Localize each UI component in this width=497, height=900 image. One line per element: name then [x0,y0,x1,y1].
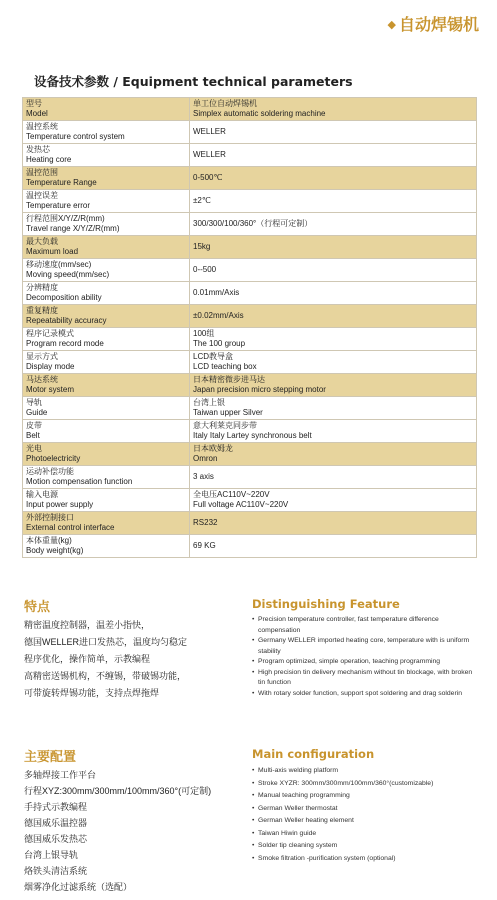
feature-cn-item: 程序优化，操作简单，示教编程 [24,654,151,664]
spec-key-cn: 温控系统 [26,122,58,131]
spec-key [23,512,190,535]
spec-value [190,213,477,236]
spec-value-main: 0--500 [193,265,217,274]
spec-value-main: 台湾上银 [193,398,225,407]
spec-key [23,443,190,466]
spec-key-cn: 发热芯 [26,145,50,154]
spec-value [190,397,477,420]
spec-value-sub: Full voltage AC110V~220V [193,500,289,509]
spec-value [190,98,477,121]
spec-key-cn: 分辨精度 [26,283,58,292]
spec-key [23,305,190,328]
spec-key [23,167,190,190]
spec-value [190,420,477,443]
spec-key [23,535,190,558]
spec-value-sub: Taiwan upper Silver [193,408,263,417]
spec-value-main: 69 KG [193,541,216,550]
spec-key [23,466,190,489]
spec-value-main: 0-500℃ [193,173,223,182]
spec-key-cn: 重复精度 [26,306,58,315]
spec-key-cn: 输入电源 [26,490,58,499]
spec-value [190,489,477,512]
spec-value [190,282,477,305]
spec-key-en: Temperature control system [26,132,125,141]
spec-key-en: Maximum load [26,247,79,256]
spec-value [190,512,477,535]
spec-value [190,443,477,466]
spec-key-en: Program record mode [26,339,104,348]
spec-key-cn: 最大负载 [26,237,58,246]
spec-key-en: Input power supply [26,500,94,509]
config-cn-item: 手持式示教编程 [24,802,88,812]
spec-key [23,351,190,374]
spec-key-en: Heating core [26,155,72,164]
spec-value-main: ±0.02mm/Axis [193,311,244,320]
spec-row [23,213,477,236]
feature-cn-item: 高精密送锡机构，不缠锡，带破锡功能， [24,671,187,681]
feature-en-item: • Program optimized, simple operation, teaching programming [252,657,477,668]
spec-key-en: Temperature error [26,201,91,210]
spec-value-main: WELLER [193,150,226,159]
config-en-item: • German Weller thermostat [252,803,477,816]
spec-row [23,259,477,282]
features-en-title: Distinguishing Feature [252,597,400,611]
spec-row [23,535,477,558]
spec-key [23,397,190,420]
spec-key-en: Moving speed(mm/sec) [26,270,110,279]
spec-key-cn: 运动补偿功能 [26,467,74,476]
spec-key-en: Body weight(kg) [26,546,84,555]
diamond-icon: ◆ [387,18,396,31]
spec-key-en: Photoelectricity [26,454,81,463]
config-en-item: • German Weller heating element [252,815,477,828]
spec-value-main: 日本精密微步进马达 [193,375,265,384]
feature-cn-item: 精密温度控制器，温差小指快， [24,620,151,630]
spec-row [23,190,477,213]
config-en-item: • Smoke filtration -purification system (optional) [252,853,477,866]
spec-value-main: ±2℃ [193,196,211,205]
spec-value [190,236,477,259]
spec-value-main: 0.01mm/Axis [193,288,240,297]
spec-key-cn: 移动速度(mm/sec) [26,260,92,269]
spec-key-cn: 温控误差 [26,191,58,200]
spec-key-cn: 型号 [26,99,42,108]
spec-key-cn: 温控范围 [26,168,58,177]
spec-value-main: 意大利莱克同步带 [193,421,257,430]
spec-row [23,121,477,144]
spec-key-cn: 外部控制接口 [26,513,74,522]
spec-key [23,98,190,121]
spec-row [23,351,477,374]
spec-key-en: Display mode [26,362,75,371]
spec-key [23,489,190,512]
spec-value [190,259,477,282]
spec-row [23,144,477,167]
section-title: 设备技术参数 / Equipment technical parameters [34,74,353,89]
features-cn-list [24,617,187,702]
config-en-title: Main configuration [252,747,375,761]
spec-key-cn: 光电 [26,444,42,453]
spec-key-cn: 行程范围X/Y/Z/R(mm) [26,214,105,223]
spec-row [23,512,477,535]
spec-key-en: Belt [26,431,40,440]
spec-key [23,144,190,167]
spec-row [23,98,477,121]
spec-value [190,144,477,167]
spec-table [22,97,477,558]
spec-key [23,282,190,305]
brand-title [388,12,479,35]
spec-row [23,305,477,328]
config-en-item: • Taiwan Hiwin guide [252,828,477,841]
spec-row [23,397,477,420]
spec-row [23,167,477,190]
spec-key-en: Model [26,109,48,118]
spec-key-en: Decomposition ability [26,293,102,302]
spec-value-main: 3 axis [193,472,214,481]
spec-key-en: Repeatability accuracy [26,316,107,325]
spec-value [190,328,477,351]
config-en-list [252,765,477,865]
spec-key-en: External control interface [26,523,115,532]
config-cn-item: 烙铁头清洁系统 [24,866,88,876]
spec-key [23,328,190,351]
spec-value [190,305,477,328]
feature-en-item: • Precision temperature controller, fast temperature difference compensation [252,615,477,636]
feature-en-item: • With rotary solder function, support spot soldering and drag solderin [252,689,477,700]
spec-row [23,328,477,351]
spec-value-main: LCD教导盒 [193,352,234,361]
spec-key [23,121,190,144]
spec-key-cn: 导轨 [26,398,42,407]
spec-row [23,282,477,305]
config-cn-title: 主要配置 [24,750,77,765]
spec-value-sub: The 100 group [193,339,246,348]
spec-key-cn: 本体重量(kg) [26,536,72,545]
feature-en-item: • Germany WELLER imported heating core, temperature with is uniform stability [252,636,477,657]
spec-value-main: 单工位自动焊锡机 [193,99,257,108]
spec-value [190,121,477,144]
spec-value-sub: LCD teaching box [193,362,257,371]
spec-value-sub: Italy Italy Lartey synchronous belt [193,431,312,440]
config-en-item: • Solder tip cleaning system [252,840,477,853]
spec-row [23,466,477,489]
config-cn-item: 多轴焊接工作平台 [24,770,97,780]
config-cn-list [24,767,211,895]
config-cn-item: 德国威乐温控器 [24,818,88,828]
spec-key-en: Motion compensation function [26,477,133,486]
spec-key [23,236,190,259]
feature-en-item: • High precision tin delivery mechanism without tin blockage, with broken tin function [252,668,477,689]
features-cn-title: 特点 [24,600,51,615]
spec-value [190,535,477,558]
spec-key [23,420,190,443]
feature-cn-item: 可带旋转焊锡功能，支持点焊拖焊 [24,688,160,698]
spec-key [23,259,190,282]
spec-value-main: 300/300/100/360°（行程可定制） [193,219,313,228]
spec-key-cn: 程序记录模式 [26,329,74,338]
config-cn-item: 烟雾净化过滤系统（选配） [24,882,133,892]
spec-key-en: Guide [26,408,48,417]
spec-value-main: 全电压AC110V~220V [193,490,270,499]
config-cn-item: 德国威乐发热芯 [24,834,88,844]
config-en-item: • Manual teaching programming [252,790,477,803]
spec-value-sub: Simplex automatic soldering machine [193,109,326,118]
spec-key-cn: 马达系统 [26,375,58,384]
spec-row [23,489,477,512]
spec-value-main: WELLER [193,127,226,136]
spec-value-main: RS232 [193,518,218,527]
spec-value-main: 日本欧姆龙 [193,444,233,453]
features-en-list [252,615,477,699]
spec-row [23,420,477,443]
spec-key-en: Motor system [26,385,75,394]
feature-cn-item: 德国WELLER进口发热芯，温度均匀稳定 [24,637,188,647]
spec-value-sub: Japan precision micro stepping motor [193,385,326,394]
config-cn-item: 行程XYZ:300mm/300mm/100mm/360°(可定制) [24,786,212,796]
spec-key-en: Travel range X/Y/Z/R(mm) [26,224,120,233]
spec-value-sub: Omron [193,454,218,463]
spec-value [190,190,477,213]
spec-key [23,190,190,213]
spec-row [23,236,477,259]
spec-value-main: 100组 [193,329,215,338]
spec-value-main: 15kg [193,242,211,251]
spec-value [190,167,477,190]
spec-key [23,374,190,397]
config-en-item: • Stroke XYZR: 300mm/300mm/100mm/360°(customizable) [252,778,477,791]
spec-row [23,443,477,466]
config-cn-item: 台湾上银导轨 [24,850,79,860]
spec-value [190,351,477,374]
spec-key-en: Temperature Range [26,178,97,187]
spec-value [190,466,477,489]
spec-key-cn: 皮带 [26,421,42,430]
brand-title-text: 自动焊锡机 [398,15,479,34]
config-en-item: • Multi-axis welding platform [252,765,477,778]
spec-key [23,213,190,236]
spec-key-cn: 显示方式 [26,352,58,361]
spec-row [23,374,477,397]
spec-value [190,374,477,397]
